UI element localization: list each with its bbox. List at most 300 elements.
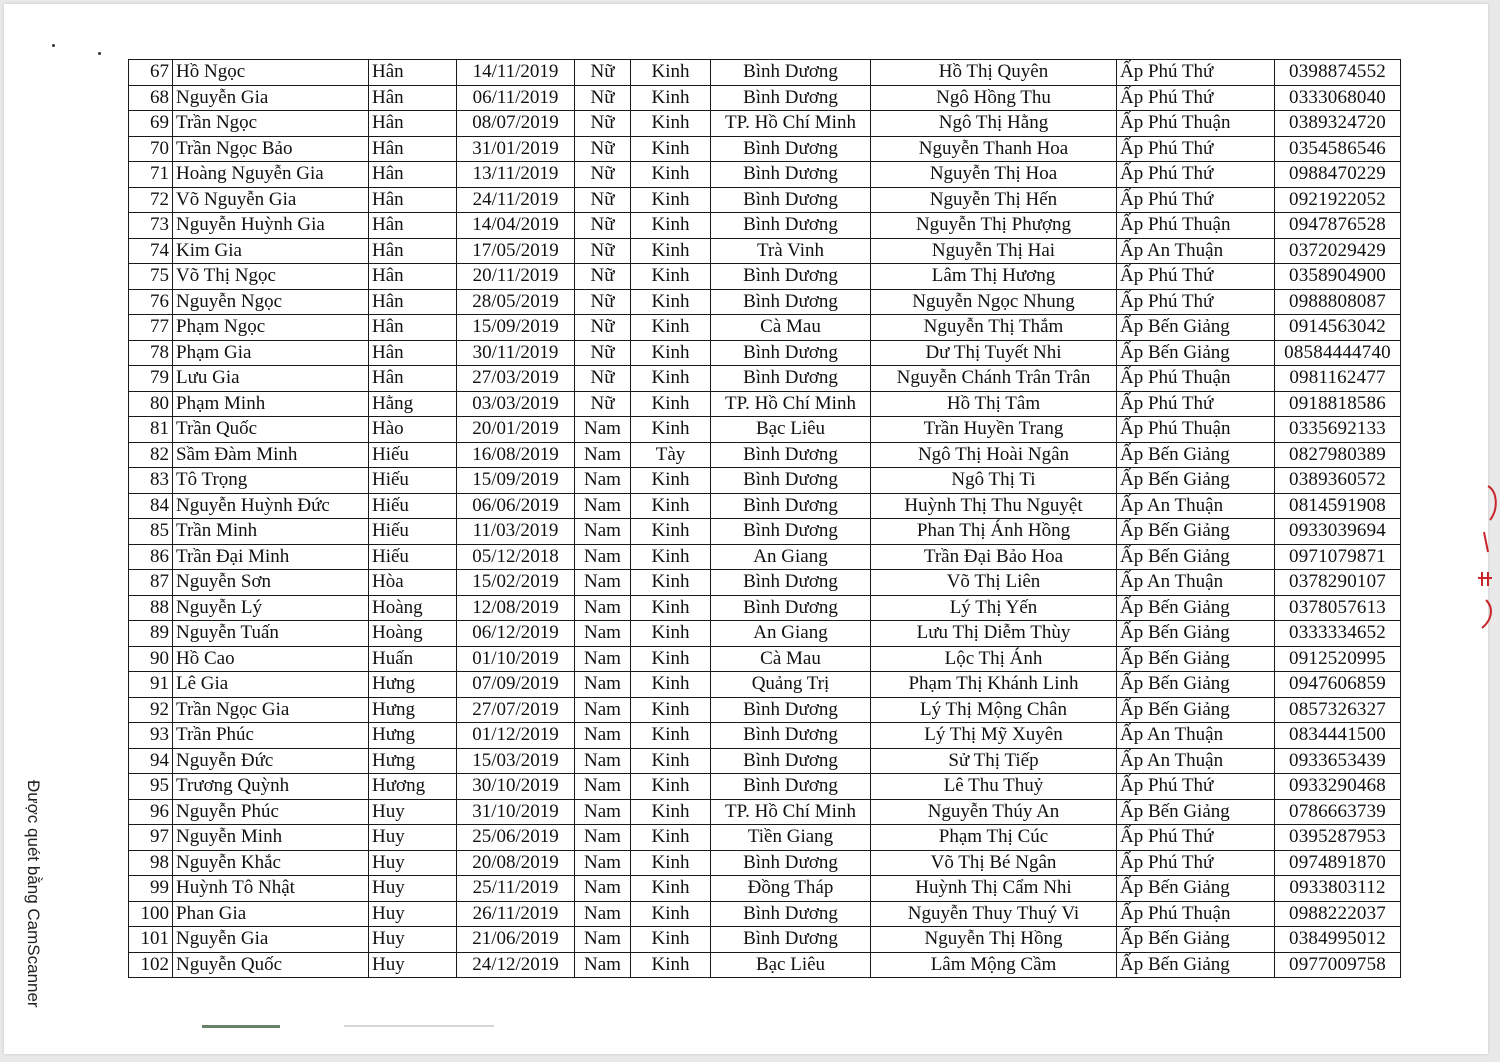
cell-dien-thoai: 0914563042 xyxy=(1275,315,1401,341)
cell-ngay-sinh: 24/12/2019 xyxy=(457,952,575,978)
cell-phu-huynh: Lý Thị Mộng Chân xyxy=(871,697,1117,723)
cell-dien-thoai: 0988808087 xyxy=(1275,289,1401,315)
table-row xyxy=(129,136,1401,162)
cell-gioi-tinh: Nam xyxy=(575,774,631,800)
cell-gioi-tinh: Nam xyxy=(575,927,631,953)
cell-stt: 89 xyxy=(129,621,173,647)
cell-dan-toc: Kinh xyxy=(631,340,711,366)
scan-artifact-line xyxy=(202,1025,280,1028)
cell-ap: Ấp Bến Giảng xyxy=(1117,646,1275,672)
cell-gioi-tinh: Nam xyxy=(575,825,631,851)
cell-phu-huynh: Nguyễn Ngọc Nhung xyxy=(871,289,1117,315)
speck-mark xyxy=(52,44,55,47)
cell-gioi-tinh: Nam xyxy=(575,799,631,825)
cell-dien-thoai: 0398874552 xyxy=(1275,60,1401,86)
cell-phu-huynh: Trần Huyền Trang xyxy=(871,417,1117,443)
cell-ten: Hân xyxy=(369,366,457,392)
cell-ngay-sinh: 12/08/2019 xyxy=(457,595,575,621)
cell-ap: Ấp Bến Giảng xyxy=(1117,876,1275,902)
cell-ap: Ấp Bến Giảng xyxy=(1117,697,1275,723)
cell-noi-sinh: Bình Dương xyxy=(711,340,871,366)
cell-ho-lot: Lê Gia xyxy=(173,672,369,698)
cell-ap: Ấp Phú Thứ xyxy=(1117,850,1275,876)
cell-noi-sinh: Bình Dương xyxy=(711,162,871,188)
cell-dien-thoai: 0981162477 xyxy=(1275,366,1401,392)
cell-noi-sinh: Bình Dương xyxy=(711,442,871,468)
cell-ap: Ấp Phú Thứ xyxy=(1117,264,1275,290)
cell-ten: Hương xyxy=(369,774,457,800)
cell-gioi-tinh: Nam xyxy=(575,748,631,774)
student-roster-table xyxy=(128,59,1401,978)
cell-phu-huynh: Võ Thị Bé Ngân xyxy=(871,850,1117,876)
cell-noi-sinh: Bình Dương xyxy=(711,136,871,162)
cell-ap: Ấp An Thuận xyxy=(1117,748,1275,774)
cell-ten: Hoàng xyxy=(369,595,457,621)
table-row xyxy=(129,901,1401,927)
cell-ten: Huy xyxy=(369,952,457,978)
cell-ten: Hằng xyxy=(369,391,457,417)
cell-dan-toc: Kinh xyxy=(631,901,711,927)
cell-noi-sinh: Bạc Liêu xyxy=(711,952,871,978)
cell-ngay-sinh: 20/08/2019 xyxy=(457,850,575,876)
cell-ngay-sinh: 14/04/2019 xyxy=(457,213,575,239)
cell-phu-huynh: Phạm Thị Cúc xyxy=(871,825,1117,851)
cell-ho-lot: Võ Nguyễn Gia xyxy=(173,187,369,213)
cell-phu-huynh: Ngô Thị Hằng xyxy=(871,111,1117,137)
cell-ngay-sinh: 03/03/2019 xyxy=(457,391,575,417)
cell-ten: Huy xyxy=(369,876,457,902)
cell-ho-lot: Hoàng Nguyễn Gia xyxy=(173,162,369,188)
cell-ten: Hân xyxy=(369,289,457,315)
cell-gioi-tinh: Nam xyxy=(575,493,631,519)
cell-stt: 74 xyxy=(129,238,173,264)
cell-phu-huynh: Lê Thu Thuỷ xyxy=(871,774,1117,800)
cell-gioi-tinh: Nữ xyxy=(575,213,631,239)
cell-dien-thoai: 0389360572 xyxy=(1275,468,1401,494)
cell-ap: Ấp Phú Thuận xyxy=(1117,901,1275,927)
cell-phu-huynh: Huỳnh Thị Cẩm Nhi xyxy=(871,876,1117,902)
cell-dan-toc: Kinh xyxy=(631,213,711,239)
table-row xyxy=(129,289,1401,315)
cell-phu-huynh: Lộc Thị Ánh xyxy=(871,646,1117,672)
cell-gioi-tinh: Nữ xyxy=(575,391,631,417)
cell-ngay-sinh: 25/06/2019 xyxy=(457,825,575,851)
cell-noi-sinh: Trà Vinh xyxy=(711,238,871,264)
cell-stt: 81 xyxy=(129,417,173,443)
cell-stt: 101 xyxy=(129,927,173,953)
cell-noi-sinh: Bình Dương xyxy=(711,748,871,774)
table-row xyxy=(129,442,1401,468)
cell-ap: Ấp Bến Giảng xyxy=(1117,442,1275,468)
cell-ap: Ấp Phú Thứ xyxy=(1117,162,1275,188)
cell-noi-sinh: Bạc Liêu xyxy=(711,417,871,443)
cell-dan-toc: Kinh xyxy=(631,544,711,570)
cell-ngay-sinh: 06/12/2019 xyxy=(457,621,575,647)
cell-ten: Huy xyxy=(369,799,457,825)
cell-ho-lot: Trần Ngọc Gia xyxy=(173,697,369,723)
cell-noi-sinh: TP. Hồ Chí Minh xyxy=(711,111,871,137)
cell-ap: Ấp An Thuận xyxy=(1117,570,1275,596)
cell-ho-lot: Trần Phúc xyxy=(173,723,369,749)
cell-ten: Hân xyxy=(369,238,457,264)
cell-noi-sinh: Quảng Trị xyxy=(711,672,871,698)
cell-noi-sinh: Bình Dương xyxy=(711,723,871,749)
cell-gioi-tinh: Nam xyxy=(575,876,631,902)
cell-dien-thoai: 0971079871 xyxy=(1275,544,1401,570)
cell-dien-thoai: 0912520995 xyxy=(1275,646,1401,672)
cell-ngay-sinh: 26/11/2019 xyxy=(457,901,575,927)
cell-dien-thoai: 0947876528 xyxy=(1275,213,1401,239)
cell-phu-huynh: Nguyễn Chánh Trân Trân xyxy=(871,366,1117,392)
cell-ngay-sinh: 07/09/2019 xyxy=(457,672,575,698)
table-row xyxy=(129,187,1401,213)
cell-ap: Ấp Phú Thứ xyxy=(1117,825,1275,851)
cell-phu-huynh: Lý Thị Yến xyxy=(871,595,1117,621)
cell-dien-thoai: 0354586546 xyxy=(1275,136,1401,162)
cell-ap: Ấp Bến Giảng xyxy=(1117,595,1275,621)
cell-ngay-sinh: 30/11/2019 xyxy=(457,340,575,366)
cell-ho-lot: Nguyễn Khắc xyxy=(173,850,369,876)
cell-stt: 75 xyxy=(129,264,173,290)
cell-dan-toc: Kinh xyxy=(631,723,711,749)
cell-phu-huynh: Võ Thị Liên xyxy=(871,570,1117,596)
cell-gioi-tinh: Nữ xyxy=(575,60,631,86)
cell-dien-thoai: 0918818586 xyxy=(1275,391,1401,417)
cell-noi-sinh: Bình Dương xyxy=(711,213,871,239)
cell-ten: Hân xyxy=(369,111,457,137)
cell-gioi-tinh: Nữ xyxy=(575,289,631,315)
table-row xyxy=(129,417,1401,443)
cell-gioi-tinh: Nữ xyxy=(575,340,631,366)
cell-dien-thoai: 0933653439 xyxy=(1275,748,1401,774)
cell-ngay-sinh: 21/06/2019 xyxy=(457,927,575,953)
cell-gioi-tinh: Nam xyxy=(575,621,631,647)
cell-dan-toc: Kinh xyxy=(631,391,711,417)
cell-ngay-sinh: 15/09/2019 xyxy=(457,315,575,341)
cell-stt: 100 xyxy=(129,901,173,927)
cell-dan-toc: Kinh xyxy=(631,187,711,213)
table-row xyxy=(129,544,1401,570)
cell-dien-thoai: 0933803112 xyxy=(1275,876,1401,902)
cell-ten: Hiếu xyxy=(369,493,457,519)
cell-ho-lot: Nguyễn Phúc xyxy=(173,799,369,825)
cell-stt: 69 xyxy=(129,111,173,137)
cell-ten: Hòa xyxy=(369,570,457,596)
cell-ngay-sinh: 31/01/2019 xyxy=(457,136,575,162)
cell-ngay-sinh: 28/05/2019 xyxy=(457,289,575,315)
cell-ngay-sinh: 01/12/2019 xyxy=(457,723,575,749)
cell-ho-lot: Trần Đại Minh xyxy=(173,544,369,570)
cell-gioi-tinh: Nam xyxy=(575,417,631,443)
cell-gioi-tinh: Nữ xyxy=(575,136,631,162)
cell-gioi-tinh: Nữ xyxy=(575,162,631,188)
table-row xyxy=(129,238,1401,264)
cell-gioi-tinh: Nữ xyxy=(575,111,631,137)
cell-ap: Ấp Bến Giảng xyxy=(1117,799,1275,825)
cell-ho-lot: Phạm Ngọc xyxy=(173,315,369,341)
cell-ngay-sinh: 27/03/2019 xyxy=(457,366,575,392)
cell-ngay-sinh: 05/12/2018 xyxy=(457,544,575,570)
cell-ap: Ấp Bến Giảng xyxy=(1117,952,1275,978)
cell-ho-lot: Trần Ngọc xyxy=(173,111,369,137)
cell-ten: Hân xyxy=(369,264,457,290)
cell-ngay-sinh: 06/06/2019 xyxy=(457,493,575,519)
cell-noi-sinh: Bình Dương xyxy=(711,850,871,876)
cell-stt: 84 xyxy=(129,493,173,519)
table-row xyxy=(129,570,1401,596)
cell-gioi-tinh: Nam xyxy=(575,723,631,749)
cell-stt: 91 xyxy=(129,672,173,698)
cell-ten: Hưng xyxy=(369,672,457,698)
cell-ho-lot: Nguyễn Quốc xyxy=(173,952,369,978)
cell-phu-huynh: Lâm Mộng Cầm xyxy=(871,952,1117,978)
cell-dan-toc: Kinh xyxy=(631,366,711,392)
cell-ap: Ấp An Thuận xyxy=(1117,238,1275,264)
cell-phu-huynh: Sử Thị Tiếp xyxy=(871,748,1117,774)
cell-ngay-sinh: 31/10/2019 xyxy=(457,799,575,825)
cell-dan-toc: Kinh xyxy=(631,646,711,672)
cell-gioi-tinh: Nữ xyxy=(575,187,631,213)
cell-stt: 85 xyxy=(129,519,173,545)
cell-ngay-sinh: 14/11/2019 xyxy=(457,60,575,86)
cell-ten: Hiếu xyxy=(369,519,457,545)
cell-dan-toc: Kinh xyxy=(631,621,711,647)
cell-ho-lot: Trần Ngọc Bảo xyxy=(173,136,369,162)
cell-ho-lot: Nguyễn Huỳnh Đức xyxy=(173,493,369,519)
cell-ap: Ấp Bến Giảng xyxy=(1117,519,1275,545)
cell-dan-toc: Kinh xyxy=(631,927,711,953)
cell-gioi-tinh: Nam xyxy=(575,697,631,723)
cell-noi-sinh: Cà Mau xyxy=(711,646,871,672)
cell-ten: Huấn xyxy=(369,646,457,672)
table-row xyxy=(129,264,1401,290)
cell-ho-lot: Nguyễn Tuấn xyxy=(173,621,369,647)
cell-ap: Ấp Bến Giảng xyxy=(1117,927,1275,953)
table-row xyxy=(129,799,1401,825)
cell-gioi-tinh: Nam xyxy=(575,850,631,876)
cell-ho-lot: Trương Quỳnh xyxy=(173,774,369,800)
cell-noi-sinh: An Giang xyxy=(711,621,871,647)
cell-ap: Ấp Phú Thứ xyxy=(1117,774,1275,800)
table-row xyxy=(129,366,1401,392)
cell-phu-huynh: Lâm Thị Hương xyxy=(871,264,1117,290)
cell-noi-sinh: Bình Dương xyxy=(711,366,871,392)
cell-phu-huynh: Lưu Thị Diễm Thùy xyxy=(871,621,1117,647)
table-row xyxy=(129,850,1401,876)
cell-gioi-tinh: Nữ xyxy=(575,315,631,341)
cell-ten: Hân xyxy=(369,213,457,239)
cell-ten: Hoàng xyxy=(369,621,457,647)
table-row xyxy=(129,468,1401,494)
cell-ho-lot: Võ Thị Ngọc xyxy=(173,264,369,290)
cell-dien-thoai: 0335692133 xyxy=(1275,417,1401,443)
cell-ho-lot: Trần Minh xyxy=(173,519,369,545)
table-row xyxy=(129,927,1401,953)
table-row xyxy=(129,825,1401,851)
table-row xyxy=(129,697,1401,723)
cell-gioi-tinh: Nam xyxy=(575,570,631,596)
cell-ho-lot: Nguyễn Huỳnh Gia xyxy=(173,213,369,239)
cell-dan-toc: Kinh xyxy=(631,595,711,621)
cell-dan-toc: Kinh xyxy=(631,748,711,774)
cell-phu-huynh: Phạm Thị Khánh Linh xyxy=(871,672,1117,698)
cell-dan-toc: Kinh xyxy=(631,493,711,519)
cell-noi-sinh: Bình Dương xyxy=(711,570,871,596)
cell-phu-huynh: Lý Thị Mỹ Xuyên xyxy=(871,723,1117,749)
cell-phu-huynh: Trần Đại Bảo Hoa xyxy=(871,544,1117,570)
cell-phu-huynh: Ngô Thị Hoài Ngân xyxy=(871,442,1117,468)
cell-dan-toc: Kinh xyxy=(631,825,711,851)
cell-gioi-tinh: Nam xyxy=(575,595,631,621)
cell-ho-lot: Tô Trọng xyxy=(173,468,369,494)
cell-ngay-sinh: 13/11/2019 xyxy=(457,162,575,188)
cell-ap: Ấp Phú Thuận xyxy=(1117,111,1275,137)
cell-stt: 78 xyxy=(129,340,173,366)
cell-ten: Hân xyxy=(369,315,457,341)
cell-ho-lot: Phan Gia xyxy=(173,901,369,927)
cell-stt: 67 xyxy=(129,60,173,86)
table-row xyxy=(129,672,1401,698)
cell-dan-toc: Kinh xyxy=(631,417,711,443)
cell-phu-huynh: Nguyễn Thị Hến xyxy=(871,187,1117,213)
cell-noi-sinh: TP. Hồ Chí Minh xyxy=(711,391,871,417)
table-row xyxy=(129,315,1401,341)
cell-stt: 98 xyxy=(129,850,173,876)
cell-phu-huynh: Nguyễn Thuy Thuý Vi xyxy=(871,901,1117,927)
cell-ten: Hưng xyxy=(369,697,457,723)
cell-stt: 68 xyxy=(129,85,173,111)
cell-dien-thoai: 0786663739 xyxy=(1275,799,1401,825)
cell-stt: 90 xyxy=(129,646,173,672)
cell-noi-sinh: Bình Dương xyxy=(711,289,871,315)
cell-dan-toc: Kinh xyxy=(631,850,711,876)
cell-phu-huynh: Nguyễn Thị Hai xyxy=(871,238,1117,264)
cell-stt: 88 xyxy=(129,595,173,621)
cell-gioi-tinh: Nam xyxy=(575,646,631,672)
cell-phu-huynh: Phan Thị Ánh Hồng xyxy=(871,519,1117,545)
cell-stt: 102 xyxy=(129,952,173,978)
cell-ap: Ấp Phú Thứ xyxy=(1117,136,1275,162)
table-row xyxy=(129,111,1401,137)
cell-ten: Hân xyxy=(369,340,457,366)
cell-gioi-tinh: Nam xyxy=(575,901,631,927)
cell-stt: 93 xyxy=(129,723,173,749)
cell-ap: Ấp An Thuận xyxy=(1117,493,1275,519)
cell-ngay-sinh: 08/07/2019 xyxy=(457,111,575,137)
cell-phu-huynh: Nguyễn Thúy An xyxy=(871,799,1117,825)
cell-ngay-sinh: 24/11/2019 xyxy=(457,187,575,213)
cell-stt: 77 xyxy=(129,315,173,341)
table-row xyxy=(129,774,1401,800)
cell-dan-toc: Kinh xyxy=(631,85,711,111)
cell-stt: 73 xyxy=(129,213,173,239)
cell-ap: Ấp Phú Thứ xyxy=(1117,60,1275,86)
cell-ho-lot: Nguyễn Sơn xyxy=(173,570,369,596)
cell-stt: 83 xyxy=(129,468,173,494)
cell-dan-toc: Kinh xyxy=(631,289,711,315)
cell-ho-lot: Trần Quốc xyxy=(173,417,369,443)
cell-ngay-sinh: 06/11/2019 xyxy=(457,85,575,111)
cell-dien-thoai: 08584444740 xyxy=(1275,340,1401,366)
cell-phu-huynh: Hồ Thị Tâm xyxy=(871,391,1117,417)
cell-noi-sinh: Tiền Giang xyxy=(711,825,871,851)
cell-ap: Ấp Bến Giảng xyxy=(1117,340,1275,366)
cell-ho-lot: Hồ Ngọc xyxy=(173,60,369,86)
cell-ten: Huy xyxy=(369,927,457,953)
cell-ho-lot: Kim Gia xyxy=(173,238,369,264)
table-row xyxy=(129,952,1401,978)
table-row xyxy=(129,595,1401,621)
cell-dien-thoai: 0372029429 xyxy=(1275,238,1401,264)
cell-ngay-sinh: 30/10/2019 xyxy=(457,774,575,800)
cell-stt: 70 xyxy=(129,136,173,162)
cell-ap: Ấp Bến Giảng xyxy=(1117,672,1275,698)
cell-noi-sinh: Cà Mau xyxy=(711,315,871,341)
cell-dan-toc: Kinh xyxy=(631,60,711,86)
cell-ap: Ấp Phú Thuận xyxy=(1117,417,1275,443)
cell-ho-lot: Sầm Đàm Minh xyxy=(173,442,369,468)
cell-ngay-sinh: 25/11/2019 xyxy=(457,876,575,902)
cell-ap: Ấp Phú Thứ xyxy=(1117,187,1275,213)
cell-stt: 79 xyxy=(129,366,173,392)
cell-ngay-sinh: 20/11/2019 xyxy=(457,264,575,290)
cell-phu-huynh: Huỳnh Thị Thu Nguyệt xyxy=(871,493,1117,519)
cell-dan-toc: Kinh xyxy=(631,315,711,341)
cell-dan-toc: Kinh xyxy=(631,672,711,698)
cell-gioi-tinh: Nữ xyxy=(575,366,631,392)
cell-phu-huynh: Hồ Thị Quyên xyxy=(871,60,1117,86)
cell-ngay-sinh: 15/09/2019 xyxy=(457,468,575,494)
cell-noi-sinh: Bình Dương xyxy=(711,493,871,519)
cell-dien-thoai: 0827980389 xyxy=(1275,442,1401,468)
cell-ten: Huy xyxy=(369,825,457,851)
cell-dien-thoai: 0857326327 xyxy=(1275,697,1401,723)
cell-ngay-sinh: 15/02/2019 xyxy=(457,570,575,596)
cell-dien-thoai: 0988222037 xyxy=(1275,901,1401,927)
cell-stt: 95 xyxy=(129,774,173,800)
cell-gioi-tinh: Nam xyxy=(575,519,631,545)
cell-stt: 82 xyxy=(129,442,173,468)
cell-noi-sinh: An Giang xyxy=(711,544,871,570)
cell-ap: Ấp Phú Thuận xyxy=(1117,213,1275,239)
cell-phu-huynh: Nguyễn Thị Phượng xyxy=(871,213,1117,239)
cell-stt: 94 xyxy=(129,748,173,774)
cell-stt: 97 xyxy=(129,825,173,851)
cell-noi-sinh: Bình Dương xyxy=(711,85,871,111)
table-row xyxy=(129,493,1401,519)
cell-noi-sinh: Bình Dương xyxy=(711,774,871,800)
cell-dan-toc: Kinh xyxy=(631,264,711,290)
cell-noi-sinh: Bình Dương xyxy=(711,468,871,494)
cell-noi-sinh: Bình Dương xyxy=(711,60,871,86)
cell-ho-lot: Nguyễn Gia xyxy=(173,927,369,953)
cell-gioi-tinh: Nam xyxy=(575,672,631,698)
cell-ten: Hiếu xyxy=(369,468,457,494)
cell-noi-sinh: Đồng Tháp xyxy=(711,876,871,902)
cell-gioi-tinh: Nam xyxy=(575,468,631,494)
cell-dan-toc: Kinh xyxy=(631,111,711,137)
cell-ten: Hưng xyxy=(369,748,457,774)
table-row xyxy=(129,519,1401,545)
cell-ten: Hân xyxy=(369,60,457,86)
cell-dien-thoai: 0358904900 xyxy=(1275,264,1401,290)
cell-ap: Ấp Bến Giảng xyxy=(1117,315,1275,341)
cell-ten: Hân xyxy=(369,85,457,111)
cell-phu-huynh: Nguyễn Thị Hoa xyxy=(871,162,1117,188)
cell-ap: Ấp Phú Thứ xyxy=(1117,85,1275,111)
scan-artifact-line xyxy=(344,1025,494,1027)
cell-ngay-sinh: 17/05/2019 xyxy=(457,238,575,264)
